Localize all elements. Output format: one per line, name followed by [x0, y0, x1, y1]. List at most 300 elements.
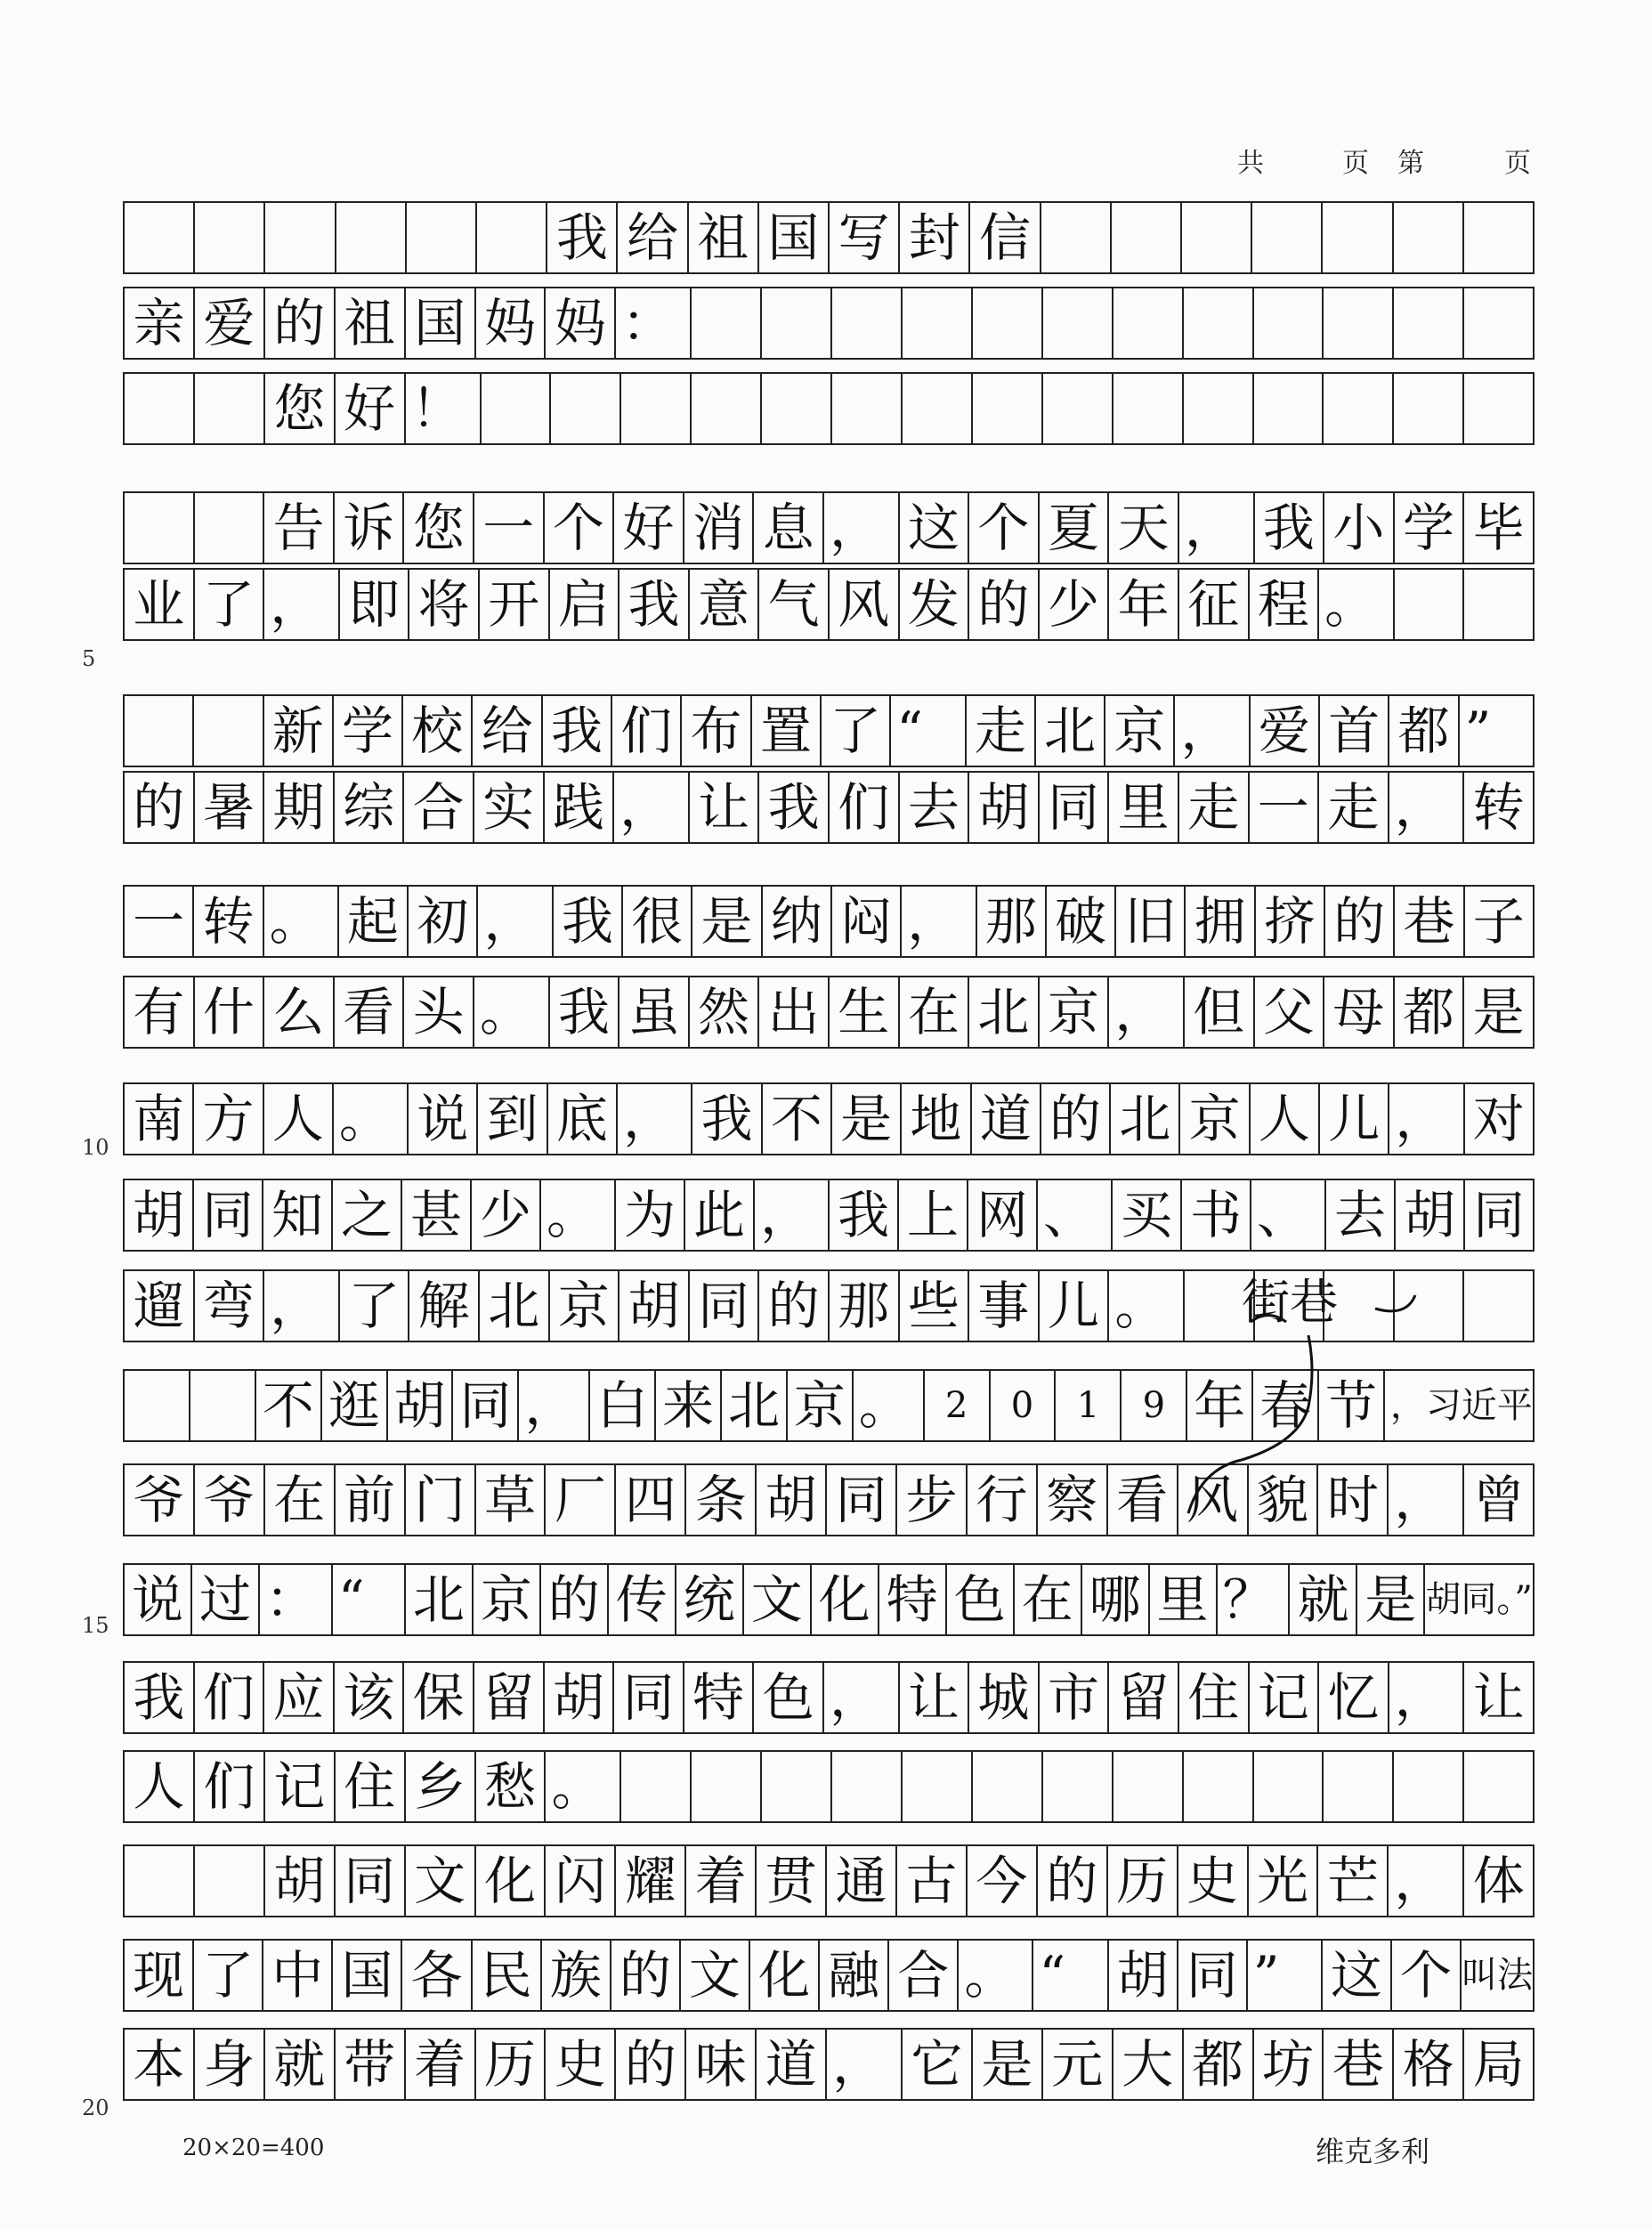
- grid-cell: 置: [752, 696, 822, 766]
- grid-cell: 逛: [322, 1371, 388, 1440]
- grid-cell: 年: [1187, 1371, 1253, 1440]
- grid-cell: 我: [543, 696, 612, 766]
- grid-cell: 统: [676, 1565, 744, 1634]
- grid-cell: [477, 203, 547, 272]
- grid-row: [123, 372, 1535, 445]
- grid-row: [123, 1661, 1535, 1734]
- grid-cell: 国: [759, 203, 830, 272]
- grid-cell: 践: [545, 773, 615, 842]
- grid-cell: [125, 1846, 195, 1916]
- grid-cell: ，: [827, 2030, 903, 2099]
- grid-cell: 行: [968, 1465, 1038, 1535]
- grid-cell: 少: [1040, 570, 1110, 639]
- grid-cell: 书: [1182, 1180, 1251, 1250]
- grid-cell: 胡: [757, 1465, 827, 1535]
- grid-cell: 我: [554, 887, 623, 956]
- grid-cell: [482, 374, 552, 443]
- grid-cell: 们: [195, 1663, 265, 1732]
- grid-cell: 的: [611, 1941, 681, 2010]
- grid-cell: 之: [333, 1180, 402, 1250]
- grid-cell: [903, 1752, 973, 1821]
- grid-cell: 转: [194, 887, 263, 956]
- grid-cell: 们: [612, 696, 682, 766]
- grid-cell: 京: [1180, 1084, 1250, 1154]
- grid-cell: 发: [900, 570, 970, 639]
- grid-row: [123, 1939, 1535, 2012]
- grid-cell: 布: [682, 696, 751, 766]
- grid-cell: 格: [1394, 2030, 1464, 2099]
- line-number-5: 5: [82, 646, 96, 671]
- grid-cell: 些: [900, 1271, 970, 1341]
- grid-cell: 节: [1319, 1371, 1385, 1440]
- grid-cell: 胡: [125, 1180, 194, 1250]
- grid-cell: 。: [546, 1752, 621, 1821]
- grid-cell: 转: [1472, 777, 1525, 838]
- grid-cell: 2: [925, 1371, 991, 1440]
- grid-cell: 。: [1109, 1271, 1185, 1341]
- grid-cell: 哪: [1082, 1565, 1150, 1634]
- grid-cell: 北: [406, 1565, 474, 1634]
- grid-cell: 元: [1043, 2030, 1113, 2099]
- grid-cell: 我: [759, 773, 830, 842]
- grid-cell: [1464, 203, 1533, 272]
- grid-cell: ，: [1389, 1084, 1464, 1154]
- grid-cell: 祖: [689, 203, 759, 272]
- grid-cell: ，: [902, 887, 976, 956]
- grid-cell: 京: [474, 1565, 541, 1634]
- grid-cell: 特: [684, 1663, 755, 1732]
- grid-cell: 综: [335, 773, 405, 842]
- grid-cell: ，: [824, 1663, 900, 1732]
- grid-cell: 、: [1038, 1180, 1113, 1250]
- grid-cell: 去: [1326, 1180, 1396, 1250]
- grid-cell: 挤: [1256, 887, 1325, 956]
- grid-cell: [1113, 288, 1184, 358]
- grid-cell: 在: [265, 1465, 336, 1535]
- grid-cell: 闪: [546, 1846, 616, 1916]
- grid-cell: 体: [1472, 1851, 1525, 1911]
- grid-cell: 身: [195, 2030, 265, 2099]
- grid-cell: [1394, 203, 1464, 272]
- grid-cell: 记: [1250, 1663, 1320, 1732]
- grid-cell: 去: [900, 773, 970, 842]
- grid-cell: [1112, 203, 1182, 272]
- grid-cell: 那: [830, 1271, 900, 1341]
- grid-cell: 个: [1392, 1941, 1462, 2010]
- grid-row: [123, 1750, 1535, 1823]
- grid-cell: [1324, 1752, 1394, 1821]
- grid-cell: 说: [125, 1565, 192, 1634]
- grid-cell: ，: [618, 1084, 692, 1154]
- grid-cell: 。: [474, 977, 550, 1047]
- grid-cell: “: [1033, 1941, 1108, 2010]
- grid-cell: 的: [616, 2030, 686, 2099]
- grid-cell: 察: [1038, 1465, 1108, 1535]
- grid-cell: 通: [827, 1846, 897, 1916]
- grid-cell: 消: [684, 493, 755, 563]
- grid-cell: 同: [827, 1465, 897, 1535]
- page-label-2: 页: [1504, 148, 1531, 179]
- grid-cell: 将: [409, 570, 480, 639]
- grid-cell: 们: [195, 1752, 265, 1821]
- grid-cell: 即: [340, 570, 410, 639]
- grid-cell: 母: [1324, 977, 1395, 1047]
- grid-cell: 胡: [620, 1271, 690, 1341]
- grid-cell: 此: [685, 1180, 755, 1250]
- grid-cell: 住: [336, 1752, 406, 1821]
- grid-cell: [195, 203, 265, 272]
- grid-cell: 妈: [546, 288, 616, 358]
- grid-cell: 年: [1109, 570, 1179, 639]
- grid-cell: 在: [1015, 1565, 1082, 1634]
- grid-cell: 业: [125, 570, 195, 639]
- grid-cell: [1394, 1752, 1464, 1821]
- grid-cell: 化: [476, 1846, 547, 1916]
- grid-cell: [1323, 203, 1393, 272]
- grid-cell: [762, 288, 832, 358]
- grid-cell: 一: [125, 887, 194, 956]
- grid-cell: 化: [750, 1941, 820, 2010]
- grid-cell: 少: [472, 1180, 541, 1250]
- grid-cell: 门: [406, 1465, 476, 1535]
- grid-cell: 爷: [195, 1465, 265, 1535]
- grid-cell: 是: [1357, 1565, 1425, 1634]
- grid-cell: 步: [897, 1465, 968, 1535]
- line-number-15: 15: [82, 1613, 109, 1638]
- grid-cell: 耀: [616, 1846, 686, 1916]
- grid-cell: [1184, 1752, 1254, 1821]
- grid-cell: 城: [969, 1663, 1040, 1732]
- grid-cell: 的: [541, 1565, 609, 1634]
- grid-cell: [1464, 1271, 1533, 1341]
- grid-cell: 胡同。”: [1425, 1579, 1533, 1620]
- grid-cell: 那: [977, 887, 1047, 956]
- grid-cell: 色: [947, 1565, 1015, 1634]
- grid-cell: ？: [1218, 1565, 1291, 1634]
- grid-row: [123, 201, 1535, 274]
- grid-cell: 么: [264, 977, 335, 1047]
- grid-cell: 开: [480, 570, 550, 639]
- grid-cell: 走: [1179, 773, 1250, 842]
- grid-cell: 息: [754, 493, 824, 563]
- grid-cell: 传: [609, 1565, 676, 1634]
- grid-cell: 诉: [335, 493, 405, 563]
- grid-row: [123, 976, 1535, 1049]
- grid-cell: 儿: [1040, 1271, 1110, 1341]
- grid-cell: 但: [1185, 977, 1255, 1047]
- grid-cell: [1113, 1752, 1184, 1821]
- grid-cell: 闷: [832, 887, 902, 956]
- grid-cell: 里: [1109, 773, 1179, 842]
- grid-cell: 1: [1056, 1371, 1122, 1440]
- grid-cell: 祖: [336, 288, 406, 358]
- grid-cell: 知: [263, 1180, 333, 1250]
- grid-cell: [1041, 203, 1112, 272]
- grid-cell: 四: [616, 1465, 686, 1535]
- grid-cell: 说: [409, 1084, 478, 1154]
- grid-cell: 北: [1111, 1084, 1180, 1154]
- grid-cell: 愁: [476, 1752, 547, 1821]
- grid-cell: 的: [1041, 1084, 1111, 1154]
- grid-cell: 程: [1250, 570, 1320, 639]
- grid-cell: 您: [404, 493, 474, 563]
- grid-cell: [973, 288, 1043, 358]
- grid-cell: 有: [125, 977, 195, 1047]
- grid-cell: 头: [404, 977, 474, 1047]
- grid-cell: 方: [194, 1084, 263, 1154]
- grid-cell: 了: [822, 696, 891, 766]
- grid-row: [123, 771, 1535, 844]
- grid-cell: 道: [972, 1084, 1041, 1154]
- grid-cell: 在: [900, 977, 970, 1047]
- grid-cell: 特: [879, 1565, 947, 1634]
- grid-cell: 就: [265, 2030, 336, 2099]
- grid-cell: 征: [1179, 570, 1250, 639]
- grid-cell: 的: [1038, 1846, 1108, 1916]
- grid-cell: 学: [334, 696, 403, 766]
- grid-cell: 首: [1320, 696, 1389, 766]
- grid-cell: [762, 1752, 832, 1821]
- insertion-text: 街巷: [1242, 1274, 1338, 1330]
- grid-cell: 历: [476, 2030, 547, 2099]
- grid-cell: 一: [1250, 773, 1320, 842]
- page-header: [1237, 141, 1558, 180]
- grid-cell: [195, 493, 265, 563]
- grid-cell: 厂: [546, 1465, 616, 1535]
- grid-row: [123, 885, 1535, 958]
- grid-cell: 很: [623, 887, 692, 956]
- grid-cell: 国: [406, 288, 476, 358]
- grid-cell: [125, 374, 195, 443]
- grid-cell: 封: [900, 203, 970, 272]
- grid-cell: 胡: [1396, 1180, 1465, 1250]
- grid-cell: 亲: [125, 288, 195, 358]
- grid-cell: ，: [264, 1271, 340, 1341]
- grid-cell: [125, 696, 194, 766]
- grid-cell: [407, 203, 477, 272]
- grid-cell: 实: [474, 773, 545, 842]
- grid-cell: [1252, 203, 1323, 272]
- grid-cell: 。: [264, 887, 339, 956]
- grid-cell: [832, 1752, 903, 1821]
- grid-cell: 好: [336, 374, 406, 443]
- grid-cell: 给: [473, 696, 542, 766]
- grid-cell: 里: [1150, 1565, 1218, 1634]
- grid-cell: ，: [519, 1371, 590, 1440]
- grid-cell: 我: [692, 1084, 762, 1154]
- grid-cell: ！: [406, 374, 482, 443]
- grid-cell: 京: [1040, 977, 1110, 1047]
- grid-cell: 同: [453, 1371, 519, 1440]
- grid-cell: 都: [1184, 2030, 1254, 2099]
- grid-cell: 不: [256, 1371, 322, 1440]
- grid-cell: 拥: [1186, 887, 1255, 956]
- grid-cell: 您: [265, 374, 336, 443]
- grid-cell: [762, 374, 832, 443]
- grid-cell: 。: [334, 1084, 409, 1154]
- grid-cell: 看: [1108, 1465, 1178, 1535]
- grid-cell: 北: [969, 977, 1040, 1047]
- grid-cell: 化: [812, 1565, 879, 1634]
- grid-cell: ，: [264, 570, 340, 639]
- grid-row: [123, 1179, 1535, 1252]
- grid-cell: 我: [547, 203, 618, 272]
- grid-cell: 甚: [402, 1180, 472, 1250]
- grid-cell: 光: [1249, 1846, 1319, 1916]
- grid-cell: 了: [340, 1271, 410, 1341]
- grid-cell: 历: [1108, 1846, 1178, 1916]
- grid-cell: 着: [406, 2030, 476, 2099]
- grid-cell: 学: [1395, 493, 1465, 563]
- grid-cell: 了: [194, 1941, 263, 2010]
- grid-cell: 巷: [1324, 2030, 1394, 2099]
- grid-cell: 今: [968, 1846, 1038, 1916]
- grid-cell: [1464, 570, 1533, 639]
- line-number-10: 10: [82, 1135, 109, 1160]
- grid-cell: 是: [832, 1084, 902, 1154]
- grid-cell: 留: [1109, 1663, 1179, 1732]
- grid-cell: 小: [1324, 493, 1395, 563]
- grid-cell: 的: [125, 773, 195, 842]
- grid-cell: [1395, 1271, 1465, 1341]
- grid-row: [123, 1563, 1535, 1636]
- grid-cell: 京: [550, 1271, 620, 1341]
- grid-cell: ：: [616, 288, 692, 358]
- grid-cell: 夏: [1040, 493, 1110, 563]
- grid-cell: 这: [900, 493, 970, 563]
- grid-cell: 买: [1113, 1180, 1182, 1250]
- grid-cell: 爷: [125, 1465, 195, 1535]
- grid-cell: 启: [550, 570, 620, 639]
- grid-cell: 胡: [265, 1846, 336, 1916]
- grid-cell: 我: [550, 977, 620, 1047]
- grid-cell: 古: [897, 1846, 968, 1916]
- grid-cell: 天: [1109, 493, 1179, 563]
- grid-cell: 合: [404, 773, 474, 842]
- grid-cell: ，习近平: [1389, 1385, 1533, 1426]
- grid-cell: ，: [1389, 773, 1465, 842]
- grid-cell: [336, 203, 407, 272]
- grid-cell: 乡: [406, 1752, 476, 1821]
- grid-cell: [125, 203, 195, 272]
- grid-cell: [1254, 288, 1324, 358]
- line-number-20: 20: [82, 2095, 109, 2120]
- grid-cell: 白: [590, 1371, 656, 1440]
- grid-cell: 妈: [476, 288, 547, 358]
- grid-cell: 写: [830, 203, 900, 272]
- grid-cell: 人: [125, 1752, 195, 1821]
- grid-cell: 弯: [195, 1271, 265, 1341]
- grid-cell: 毕: [1472, 498, 1525, 558]
- grid-cell: 个: [969, 493, 1040, 563]
- grid-cell: ，: [1109, 977, 1185, 1047]
- grid-cell: 的: [759, 1271, 830, 1341]
- grid-cell: 我: [620, 570, 690, 639]
- grid-cell: ，: [755, 1180, 830, 1250]
- grid-cell: 都: [1395, 977, 1465, 1047]
- grid-cell: 京: [788, 1371, 854, 1440]
- grid-row: [123, 491, 1535, 564]
- grid-cell: [1184, 288, 1254, 358]
- grid-row: [123, 1463, 1535, 1536]
- grid-cell: 。: [959, 1941, 1033, 2010]
- grid-cell: 为: [616, 1180, 685, 1250]
- grid-cell: 生: [830, 977, 900, 1047]
- grid-cell: 它: [903, 2030, 973, 2099]
- grid-cell: 风: [830, 570, 900, 639]
- grid-cell: 该: [335, 1663, 405, 1732]
- grid-cell: 局: [1472, 2034, 1525, 2095]
- grid-cell: 。: [854, 1371, 925, 1440]
- grid-cell: ，: [1175, 696, 1250, 766]
- grid-cell: 我: [1255, 493, 1325, 563]
- grid-cell: 网: [968, 1180, 1038, 1250]
- grid-cell: [125, 1371, 190, 1440]
- grid-cell: [265, 203, 336, 272]
- grid-cell: 同: [690, 1271, 760, 1341]
- page-label: 页: [1342, 148, 1369, 179]
- grid-cell: 到: [478, 1084, 547, 1154]
- grid-cell: 初: [409, 887, 478, 956]
- grid-cell: 让: [1472, 1667, 1525, 1728]
- grid-cell: [1324, 374, 1394, 443]
- grid-cell: [903, 288, 973, 358]
- grid-cell: 同: [336, 1846, 406, 1916]
- grid-cell: 现: [125, 1941, 194, 2010]
- grid-cell: 个: [545, 493, 615, 563]
- grid-cell: 市: [1040, 1663, 1110, 1732]
- grid-cell: 我: [125, 1663, 195, 1732]
- grid-cell: 史: [1178, 1846, 1249, 1916]
- grid-cell: 同: [1178, 1941, 1248, 2010]
- grid-row: [123, 287, 1535, 360]
- brand-label: 维克多利: [1316, 2136, 1430, 2168]
- grid-cell: 着: [686, 1846, 757, 1916]
- grid-cell: [832, 288, 903, 358]
- grid-cell: ，: [1179, 493, 1255, 563]
- grid-cell: [903, 374, 973, 443]
- grid-cell: 让: [690, 773, 760, 842]
- grid-cell: 是: [973, 2030, 1043, 2099]
- grid-cell: 前: [336, 1465, 406, 1535]
- grid-cell: 同: [614, 1663, 684, 1732]
- grid-cell: 北: [722, 1371, 788, 1440]
- grid-cell: 事: [969, 1271, 1040, 1341]
- grid-cell: 族: [542, 1941, 611, 2010]
- grid-cell: [692, 288, 762, 358]
- grid-cell: [551, 374, 621, 443]
- grid-cell: 文: [681, 1941, 750, 2010]
- grid-cell: ，: [1389, 1846, 1464, 1916]
- grid-cell: ，: [824, 493, 900, 563]
- grid-cell: 是: [692, 887, 762, 956]
- grid-cell: 告: [264, 493, 335, 563]
- grid-cell: [1043, 374, 1113, 443]
- grid-cell: 条: [686, 1465, 757, 1535]
- grid-cell: 芒: [1318, 1846, 1389, 1916]
- grid-cell: 。: [1319, 570, 1395, 639]
- grid-cell: 合: [889, 1941, 959, 2010]
- grid-cell: 地: [902, 1084, 971, 1154]
- grid-cell: ，: [1389, 1465, 1464, 1535]
- grid-cell: 爱: [1251, 696, 1320, 766]
- grid-cell: [1184, 374, 1254, 443]
- grid-cell: 胡: [1109, 1941, 1178, 2010]
- grid-cell: 叫法: [1462, 1955, 1534, 1996]
- grid-cell: 北: [1036, 696, 1105, 766]
- grid-cell: 是: [1472, 982, 1525, 1042]
- grid-cell: [621, 1752, 692, 1821]
